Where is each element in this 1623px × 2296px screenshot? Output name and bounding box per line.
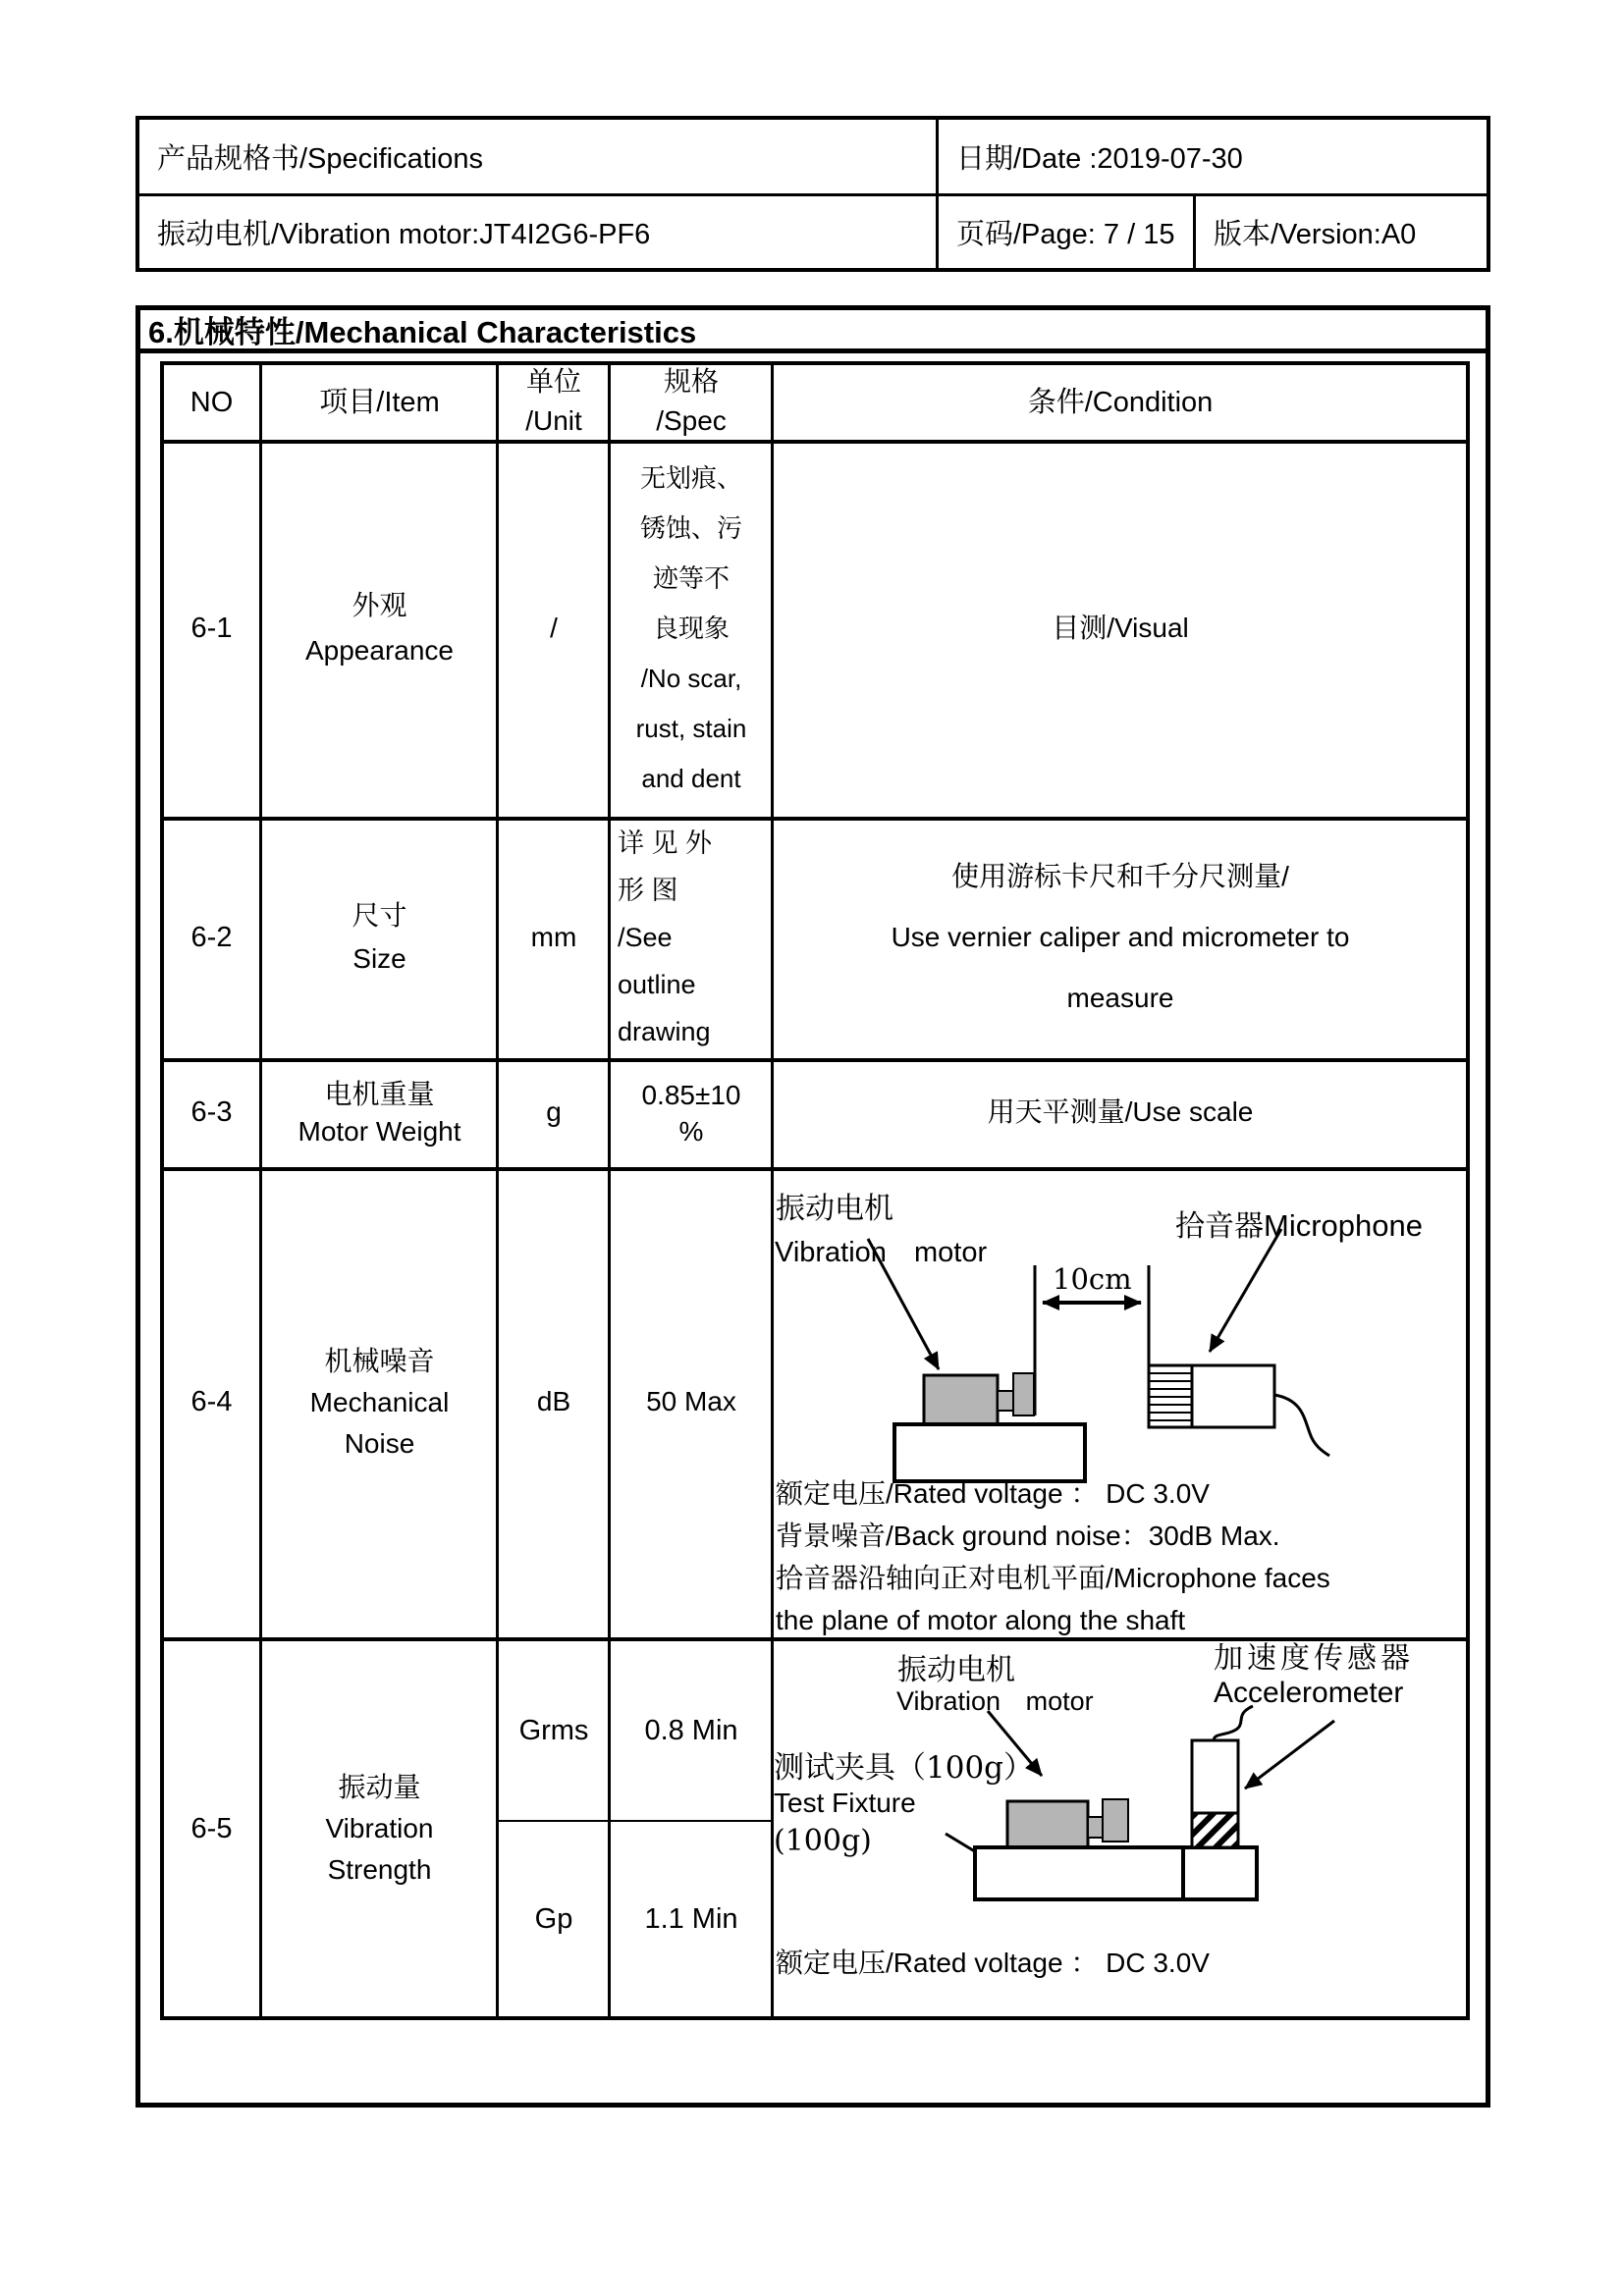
row-6-5-no: [164, 1641, 259, 2016]
row-6-1-spec: [612, 444, 771, 813]
accelerometer-mount-shape: [1192, 1813, 1238, 1847]
doc-title-text: 产品规格书/Specifications: [157, 143, 483, 175]
col-line-no-item: [259, 365, 262, 2016]
accelerometer-pointer-arrow: [1245, 1721, 1334, 1789]
row-6-3-item-en: Motor Weight: [298, 1115, 461, 1147]
doc-title-cell: [139, 120, 939, 193]
row-6-5-unit-grms: [500, 1641, 608, 1820]
row-6-4-item-zh: 机械噪音: [324, 1345, 435, 1376]
row-6-2-spec-l1: 详 见 外: [618, 828, 713, 858]
noise-motor-label-zh: 振动电机: [776, 1193, 893, 1225]
row-6-5-item-en-2: Strength: [327, 1854, 432, 1885]
row-6-3-spec: [612, 1062, 771, 1163]
row-6-2-cond-l3: measure: [1066, 983, 1174, 1013]
motor-weight-shape-2: [1103, 1799, 1128, 1842]
row-6-5-unit-grms-text: Grms: [518, 1714, 589, 1746]
section-title-bar: [135, 305, 1490, 353]
fixture-base-right-shape: [1183, 1847, 1257, 1899]
row-6-2-spec: [618, 821, 767, 1054]
motor-shaft-shape: [998, 1391, 1013, 1411]
noise-mic-label-en: Microphone: [1264, 1208, 1423, 1243]
fixture-base-left-shape: [975, 1847, 1183, 1899]
row-6-5-spec-gp-text: 1.1 Min: [644, 1902, 738, 1935]
row-6-5-condition-text: 额定电压/Rated voltage ： DC 3.0V: [776, 1948, 1210, 1978]
header-no-text: NO: [189, 386, 234, 418]
fixture-label-zh: 测试夹具（100g）: [774, 1750, 1035, 1786]
header-spec-zh: 规格: [663, 366, 719, 397]
row-6-4-cond-l2: 背景噪音/Back ground noise：30dB Max.: [776, 1521, 1280, 1551]
header-condition-text: 条件/Condition: [1027, 386, 1214, 418]
vib-motor-label-zh: 振动电机: [897, 1654, 1015, 1686]
motor-body-shape-2: [1007, 1801, 1088, 1847]
row-6-4-unit: [500, 1171, 608, 1633]
row-6-4-unit-text: dB: [536, 1386, 571, 1417]
noise-mic-label-zh: 拾音器: [1175, 1210, 1264, 1243]
row-6-3-unit: [500, 1062, 608, 1163]
doc-header-table: [135, 116, 1490, 272]
header-cell-unit: [500, 363, 608, 440]
row-6-3-condition-text: 用天平测量/Use scale: [987, 1096, 1254, 1128]
row-6-2-condition: [775, 821, 1466, 1054]
header-cell-spec: [612, 363, 771, 440]
row-6-3-no-text: 6-3: [190, 1096, 233, 1129]
row-6-4-no: [164, 1171, 259, 1633]
row-6-5-spec-gp: [612, 1822, 771, 2016]
row-6-5-spec-grms: [612, 1641, 771, 1820]
header-cell-no: [164, 365, 259, 440]
row-6-4-item-en-2: Noise: [344, 1427, 415, 1459]
row-6-4-spec: [612, 1171, 771, 1633]
row-6-3-no: [164, 1062, 259, 1163]
row-6-1-item: [263, 444, 496, 813]
doc-header-row-1: [139, 120, 1487, 196]
row-6-1-unit: [500, 444, 608, 813]
accelerometer-label-zh: 加速度传感器: [1214, 1642, 1414, 1675]
header-cell-condition: [775, 365, 1466, 440]
header-unit-zh: 单位: [525, 366, 581, 397]
row-6-2-unit: [500, 821, 608, 1054]
col-line-item-unit: [496, 365, 499, 2016]
row-6-1-spec-l7: and dent: [641, 763, 741, 793]
row-6-5-spec-grms-text: 0.8 Min: [644, 1714, 738, 1746]
row-6-2-unit-text: mm: [530, 921, 577, 952]
accelerometer-lead-curve: [1214, 1706, 1253, 1741]
row-6-1-spec-l5: /No scar,: [640, 663, 742, 693]
row-6-2-spec-l5: drawing: [618, 1017, 711, 1046]
row-6-4-cond-l4: the plane of motor along the shaft: [776, 1605, 1186, 1635]
doc-date-text: 日期/Date :2019-07-30: [956, 143, 1243, 175]
row-6-5-item: [263, 1641, 496, 2016]
doc-version-text: 版本/Version:A0: [1214, 219, 1417, 250]
row-6-4-item-en-1: Mechanical: [309, 1386, 450, 1417]
row-6-5-item-zh: 振动量: [338, 1772, 421, 1802]
row-6-2-no: [164, 821, 259, 1054]
row-6-3-item-zh: 电机重量: [324, 1078, 435, 1109]
doc-product-cell: [139, 196, 939, 268]
row-6-2-spec-l4: outline: [618, 970, 696, 999]
row-6-1-spec-l2: 锈蚀、污: [639, 512, 742, 543]
vib-motor-label-en: Vibration motor: [896, 1686, 1094, 1716]
doc-product-text: 振动电机/Vibration motor:JT4I2G6-PF6: [157, 219, 651, 250]
doc-header-row-2: [139, 196, 1487, 268]
motor-shaft-shape-2: [1088, 1817, 1103, 1838]
doc-date-cell: [939, 120, 1487, 193]
row-6-1-condition: [775, 444, 1466, 813]
microphone-grille-lines: [1149, 1373, 1192, 1420]
row-6-1-no: [164, 444, 259, 813]
row-6-2-no-text: 6-2: [190, 921, 233, 953]
row-6-2-item-zh: 尺寸: [352, 900, 407, 931]
row-6-5-unit-gp-text: Gp: [534, 1902, 573, 1935]
fixture-label-weight: (100g): [774, 1824, 872, 1858]
row-6-5-unit-gp: [500, 1822, 608, 2016]
row-6-1-item-zh: 外观: [352, 590, 407, 620]
doc-version-cell: [1196, 196, 1487, 268]
noise-motor-label-en: Vibration motor: [775, 1237, 988, 1268]
microphone-cable: [1274, 1395, 1329, 1456]
row-6-1-spec-l3: 迹等不: [652, 562, 730, 593]
row-6-3-spec-l2: %: [678, 1115, 704, 1147]
row-6-4-cond-l3: 拾音器沿轴向正对电机平面/Microphone faces: [776, 1563, 1330, 1593]
row-6-4-cond-l1: 额定电压/Rated voltage ： DC 3.0V: [776, 1478, 1210, 1509]
row-6-2-spec-l3: /See: [618, 923, 673, 952]
header-spec-en: /Spec: [656, 405, 727, 436]
row-6-5-item-en-1: Vibration: [325, 1813, 434, 1843]
row-6-4-condition-text: [776, 1472, 1330, 1641]
row-6-4-item: [263, 1171, 496, 1633]
row-6-3-condition: [775, 1062, 1466, 1163]
header-cell-item: [263, 365, 496, 440]
row-6-1-spec-l1: 无划痕、: [639, 462, 742, 493]
noise-mic-label: [1175, 1201, 1423, 1245]
accelerometer-body-shape: [1192, 1740, 1238, 1813]
row-6-1-no-text: 6-1: [190, 612, 233, 644]
microphone-body-shape: [1192, 1365, 1274, 1427]
row-6-4-spec-text: 50 Max: [646, 1386, 736, 1417]
row-6-1-spec-l4: 良现象: [652, 613, 730, 643]
row-6-1-item-en: Appearance: [304, 635, 454, 666]
row-6-1-spec-l6: rust, stain: [635, 713, 747, 743]
distance-label: 10cm: [1053, 1262, 1132, 1296]
row-6-2-item-en: Size: [352, 943, 406, 974]
row-6-3-item: [263, 1062, 496, 1163]
row-6-5-no-text: 6-5: [190, 1812, 233, 1844]
section-title-text: 6.机械特性/Mechanical Characteristics: [148, 315, 697, 349]
motor-body-shape: [924, 1375, 998, 1424]
row-6-1-unit-text: /: [550, 612, 558, 643]
header-item-text: 项目/Item: [319, 386, 440, 418]
microphone-pointer-arrow: [1210, 1229, 1281, 1352]
row-6-2-cond-l2: Use vernier caliper and micrometer to: [891, 922, 1350, 952]
accelerometer-label-en: Accelerometer: [1214, 1677, 1404, 1709]
row-6-3-spec-l1: 0.85±10: [641, 1079, 741, 1110]
row-6-2-item: [263, 821, 496, 1054]
doc-page-text: 页码/Page: 7 / 15: [956, 219, 1175, 250]
row-6-1-condition-text: 目测/Visual: [1052, 612, 1189, 643]
fixture-label-en: Test Fixture: [774, 1788, 916, 1818]
col-line-unit-spec: [608, 365, 611, 2016]
motor-weight-shape: [1013, 1373, 1034, 1415]
header-unit-en: /Unit: [525, 405, 582, 436]
doc-page-cell: [939, 196, 1196, 268]
row-6-3-unit-text: g: [546, 1096, 562, 1128]
row-6-2-spec-l2: 形 图: [618, 876, 678, 905]
row-6-2-cond-l1: 使用游标卡尺和千分尺测量/: [951, 861, 1289, 891]
row-6-4-no-text: 6-4: [190, 1386, 233, 1418]
